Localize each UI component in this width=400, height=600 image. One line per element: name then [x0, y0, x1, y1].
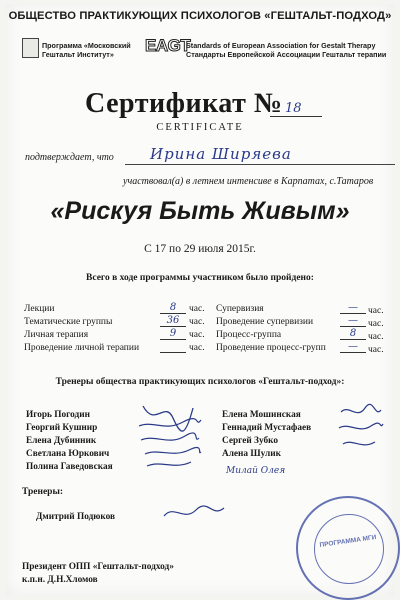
hours-value: —	[340, 342, 366, 353]
hours-label: Проведение процесс-групп	[216, 343, 326, 353]
hours-label: Проведение супервизии	[216, 317, 314, 327]
trainer-name: Елена Мошинская	[222, 410, 301, 420]
hours-unit: час.	[368, 306, 384, 316]
trainer-name: Сергей Зубко	[222, 436, 278, 446]
seal-inner-ring	[314, 514, 384, 584]
trainer-name: Игорь Погодин	[26, 410, 90, 420]
president-name: к.п.н. Д.Н.Хломов	[22, 575, 98, 585]
trainer-name: Георгий Кушнир	[26, 423, 98, 433]
eagt-note-line2: Стандарты Европейской Ассоциации Гештальт терапии	[186, 50, 387, 59]
hours-value: —	[340, 316, 366, 327]
hours-label: Проведение личной терапии	[24, 343, 140, 353]
program-dates: С 17 по 29 июля 2015г.	[144, 243, 256, 255]
president-title: Президент ОПП «Гештальт-подход»	[22, 562, 174, 572]
hours-unit: час.	[189, 343, 205, 353]
hours-unit: час.	[368, 332, 384, 342]
hours-label: Тематические группы	[24, 317, 113, 327]
hours-unit: час.	[368, 345, 384, 355]
trainer-name: Геннадий Мустафаев	[222, 423, 312, 433]
certificate-number: 18	[285, 101, 302, 116]
trainer-signatures-right	[335, 400, 385, 460]
participant-name: Ирина Ширяева	[150, 145, 292, 163]
trainer-name: Дмитрий Подюков	[36, 512, 116, 522]
hours-unit: час.	[189, 317, 205, 327]
certificate-subtitle: CERTIFICATE	[156, 122, 244, 133]
hours-value: 36	[160, 316, 186, 327]
eagt-logo: EAGT	[145, 36, 191, 55]
trainers-heading: Тренеры общества практикующих психологов «Гештальт-подход»:	[55, 377, 345, 387]
participated-text: участвовал(а) в летнем интенсиве в Карпатах, с.Татаров	[123, 176, 374, 187]
mgi-logo-box	[22, 38, 39, 58]
hours-label: Лекции	[24, 304, 55, 314]
hours-value: 8	[160, 303, 186, 314]
hours-value: 8	[340, 329, 366, 340]
hours-value: —	[340, 303, 366, 314]
hours-unit: час.	[189, 330, 205, 340]
trainer-name: Алена Шулик	[222, 449, 281, 459]
eagt-note-line1: Standards of European Association for Gestalt Therapy	[186, 41, 376, 50]
trainer-signatures-left	[135, 398, 205, 478]
program-seal	[296, 496, 400, 600]
eagt-standards-note	[186, 41, 391, 59]
trainer-name: Елена Дубинник	[26, 436, 97, 446]
certificate-title: Сертификат №	[85, 88, 283, 119]
mgi-note-line1: Программа «Московский	[42, 41, 131, 50]
hours-label: Личная терапия	[24, 330, 89, 340]
handwritten-note: Милай Олея	[226, 466, 286, 476]
hours-value: 9	[160, 329, 186, 340]
confirms-label: подтверждает, что	[25, 152, 114, 163]
trainer2-signature	[160, 500, 230, 524]
trainer-name: Полина Гаведовская	[26, 462, 113, 472]
name-underline	[125, 164, 395, 165]
mgi-program-note	[42, 41, 152, 59]
hours-unit: час.	[189, 304, 205, 314]
hours-unit: час.	[368, 319, 384, 329]
hours-total-label: Всего в ходе программы участником было пройдено:	[86, 273, 314, 283]
certificate-number-line	[270, 116, 322, 117]
trainer-name: Светлана Юркович	[26, 449, 110, 459]
org-title: ОБЩЕСТВО ПРАКТИКУЮЩИХ ПСИХОЛОГОВ «ГЕШТАЛЬТ-ПОДХОД»	[8, 10, 392, 22]
program-title: «Рискуя Быть Живым»	[50, 197, 350, 225]
hours-label: Процесс-группа	[216, 330, 282, 340]
trainers2-heading: Тренеры:	[22, 487, 64, 497]
seal-text: ПРОГРАММА МГИ	[319, 534, 377, 549]
hours-label: Супервизия	[216, 304, 264, 314]
mgi-note-line2: Гештальт Институт»	[42, 50, 114, 59]
hours-value	[160, 342, 186, 353]
